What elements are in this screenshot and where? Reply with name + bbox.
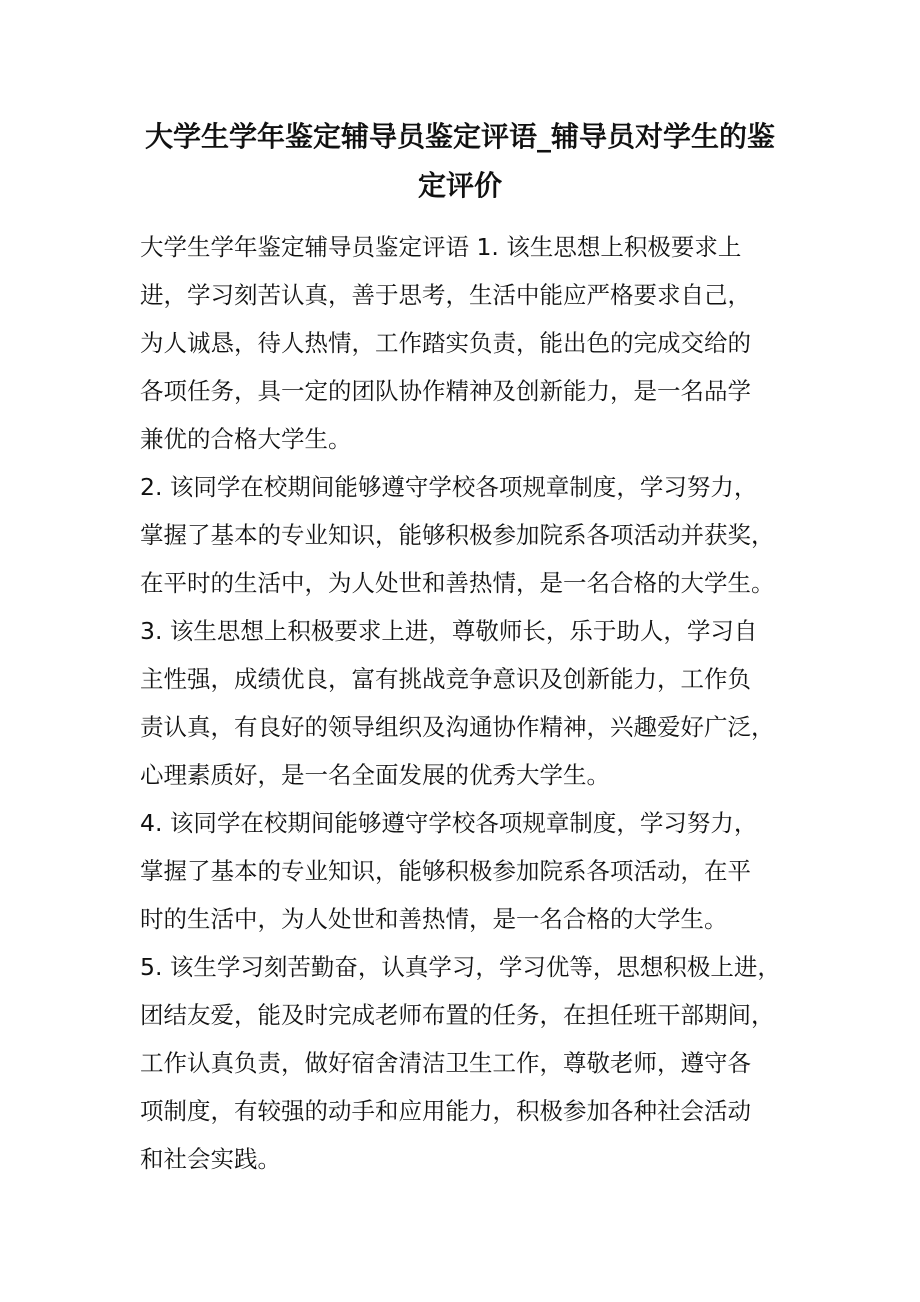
body-line-12: 心理素质好，是一名全面发展的优秀大学生。 — [140, 761, 610, 789]
body-line-1: 大学生学年鉴定辅导员鉴定评语 1. 该生思想上积极要求上 — [140, 233, 742, 261]
body-line-7: 掌握了基本的专业知识，能够积极参加院系各项活动并获奖， — [140, 521, 775, 549]
body-line-8: 在平时的生活中，为人处世和善热情，是一名合格的大学生。 — [140, 569, 775, 597]
body-line-13: 4. 该同学在校期间能够遵守学校各项规章制度，学习努力， — [140, 809, 758, 837]
document-title-line-2: 定评价 — [417, 169, 502, 202]
body-line-3: 为人诚恳，待人热情，工作踏实负责，能出色的完成交给的 — [140, 329, 751, 357]
document-title-line-1: 大学生学年鉴定辅导员鉴定评语_辅导员对学生的鉴 — [144, 120, 775, 153]
body-line-18: 工作认真负责，做好宿舍清洁卫生工作，尊敬老师，遵守各 — [140, 1049, 751, 1077]
body-line-2: 进，学习刻苦认真，善于思考，生活中能应严格要求自己， — [140, 281, 751, 309]
body-line-11: 责认真，有良好的领导组织及沟通协作精神，兴趣爱好广泛， — [140, 713, 775, 741]
body-line-17: 团结友爱，能及时完成老师布置的任务，在担任班干部期间， — [140, 1001, 775, 1029]
body-line-16: 5. 该生学习刻苦勤奋，认真学习，学习优等，思想积极上进， — [140, 953, 781, 981]
body-line-10: 主性强，成绩优良，富有挑战竞争意识及创新能力，工作负 — [140, 665, 751, 693]
body-line-5: 兼优的合格大学生。 — [140, 425, 352, 453]
body-line-20: 和社会实践。 — [140, 1145, 281, 1173]
body-line-15: 时的生活中，为人处世和善热情，是一名合格的大学生。 — [140, 905, 728, 933]
body-line-14: 掌握了基本的专业知识，能够积极参加院系各项活动，在平 — [140, 857, 751, 885]
body-line-9: 3. 该生思想上积极要求上进，尊敬师长，乐于助人，学习自 — [140, 617, 758, 645]
body-line-19: 项制度，有较强的动手和应用能力，积极参加各种社会活动 — [140, 1097, 751, 1125]
body-line-6: 2. 该同学在校期间能够遵守学校各项规章制度，学习努力， — [140, 473, 758, 501]
body-line-4: 各项任务，具一定的团队协作精神及创新能力，是一名品学 — [140, 377, 751, 405]
